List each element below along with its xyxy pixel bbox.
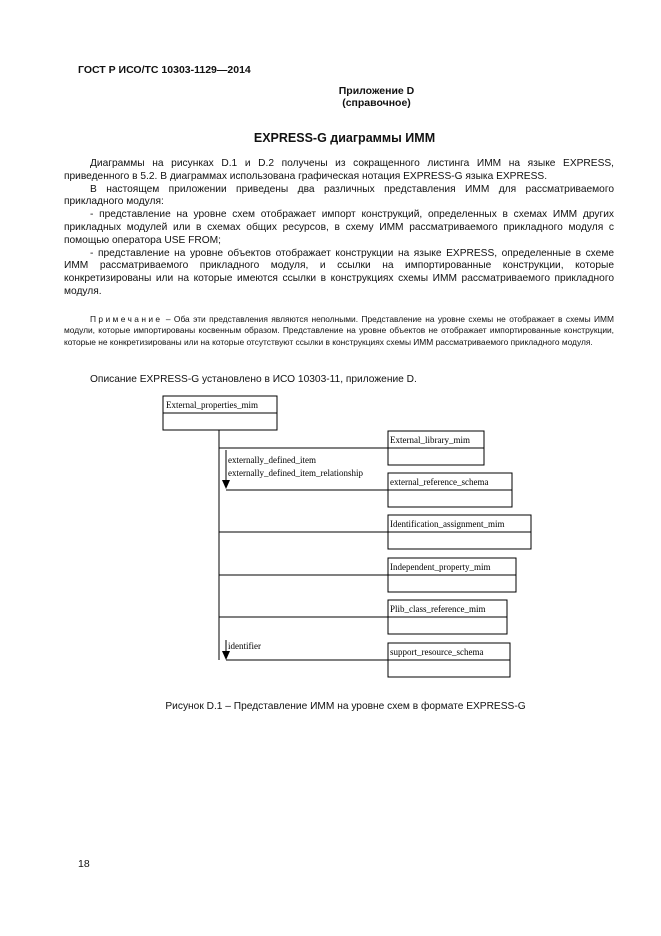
- target-schema-box: [388, 515, 531, 549]
- paragraph: - представление на уровне объектов отображает конструкции на языке EXPRESS, определенные в схеме ИММ рассматриваемого прикладного модуля, и ссылки на импортированные конструкции, которые конкретизированы или на которые имеются ссылки в конструкциях схемы ИММ рассматриваемого прикладного модуля.: [64, 247, 614, 297]
- target-schema-name: Identification_assignment_mim: [390, 519, 505, 529]
- arrow-icon: [222, 651, 230, 660]
- target-schema-box: [388, 600, 507, 634]
- target-schema-name: Independent_property_mim: [390, 562, 491, 572]
- paragraph: Диаграммы на рисунках D.1 и D.2 получены из сокращенного листинга ИММ на языке EXPRESS, приведенного в 5.2. В диаграммах использована графическая нотация EXPRESS-G языка EXPRESS.: [64, 158, 614, 182]
- description: Описание EXPRESS-G установлено в ИСО 10303-11, приложение D.: [90, 374, 417, 385]
- annex-status: (справочное): [342, 97, 411, 109]
- target-schema-name: external_reference_schema: [390, 477, 489, 487]
- note-label: Примечание: [90, 314, 163, 324]
- annex-title: Приложение D: [338, 85, 415, 97]
- source-schema-box: [163, 396, 277, 430]
- document-header: ГОСТ Р ИСО/ТС 10303-1129—2014: [78, 64, 251, 76]
- reference-label: externally_defined_item: [228, 455, 316, 465]
- paragraph: - представление на уровне схем отображает импорт конструкций, определенных в схемах ИММ других прикладных модулей или в схемах общих ресурсов, в схему ИММ рассматриваемого прикладного модуля с помощью оператора USE FROM;: [64, 209, 614, 246]
- section-title: EXPRESS-G диаграммы ИММ: [253, 131, 436, 145]
- note-text: – Оба эти представления являются неполными. Представление на уровне схемы не отображает в схемы ИММ модули, которые импортированы косвенным образом. Представление на уровне объектов не отображает импортированные конструкции, которые не конкретизированы или на которые отсутствуют ссылки в конструкциях схемы ИММ рассматриваемого прикладного модуля.: [64, 314, 614, 347]
- reference-label: identifier: [228, 641, 261, 651]
- target-schema-box: [388, 473, 512, 507]
- figure-caption: Рисунок D.1 – Представление ИММ на уровне схем в формате EXPRESS-G: [165, 701, 526, 712]
- paragraph: В настоящем приложении приведены два различных представления ИММ для рассматриваемого прикладного модуля:: [64, 183, 614, 208]
- target-schema-box: [388, 431, 484, 465]
- target-schema-name: support_resource_schema: [390, 647, 484, 657]
- reference-branch-1: [222, 450, 363, 489]
- reference-branch-2: [222, 640, 261, 660]
- target-schema-name: External_library_mim: [390, 435, 470, 445]
- target-schema-name: Plib_class_reference_mim: [390, 604, 486, 614]
- reference-label: externally_defined_item_relationship: [228, 468, 363, 478]
- arrow-icon: [222, 480, 230, 489]
- target-schema-box: [388, 643, 510, 677]
- source-schema-name: External_properties_mim: [166, 400, 258, 410]
- page-number: 18: [78, 858, 90, 870]
- target-schema-box: [388, 558, 516, 592]
